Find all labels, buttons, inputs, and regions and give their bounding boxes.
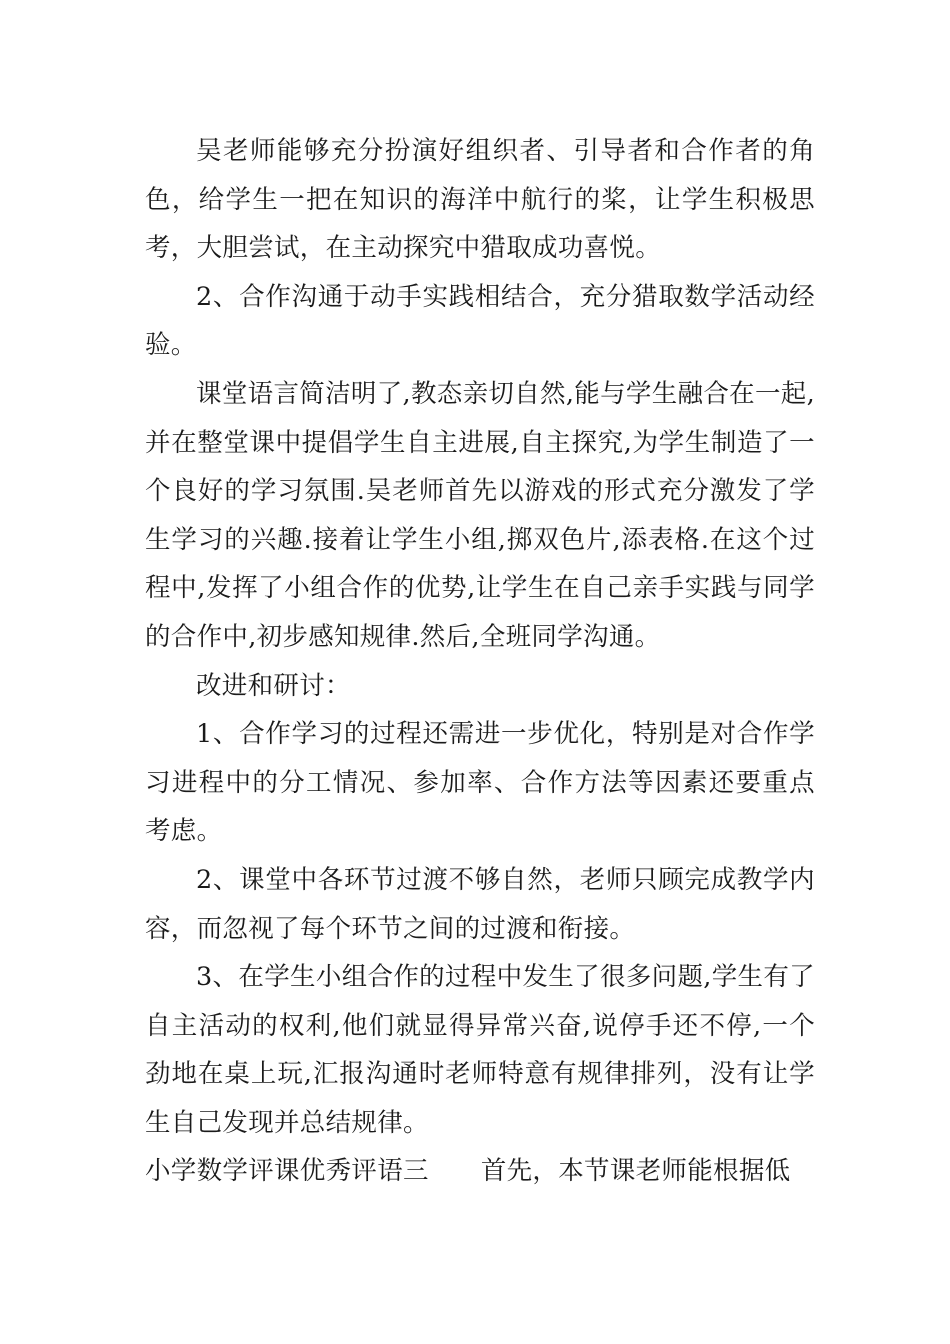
paragraph-improvement-2: 2、课堂中各环节过渡不够自然，老师只顾完成教学内容，而忽视了每个环节之间的过渡和衔接。 [145, 864, 815, 944]
section-continuation: 首先，本节课老师能根据低 [480, 1156, 791, 1187]
paragraph-section-three [145, 1147, 815, 1196]
paragraph-improvement-1: 1、合作学习的过程还需进一步优化，特别是对合作学习进程中的分工情况、参加率、合作方法等因素还要重点考虑。 [145, 719, 815, 847]
paragraph-role-of-teacher: 吴老师能够充分扮演好组织者、引导者和合作者的角色，给学生一把在知识的海洋中航行的桨，让学生积极思考，大胆尝试，在主动探究中猎取成功喜悦。 [145, 136, 815, 264]
document-body [145, 127, 815, 1196]
paragraph-point-2-cooperation: 2、合作沟通于动手实践相结合，充分猎取数学活动经验。 [145, 281, 815, 361]
paragraph-improvement-3: 3、在学生小组合作的过程中发生了很多问题,学生有了自主活动的权利,他们就显得异常兴奋,说停手还不停,一个劲地在桌上玩,汇报沟通时老师特意有规律排列，没有让学生自己发现并总结规律。 [145, 962, 815, 1138]
paragraph-classroom-language: 课堂语言简洁明了,教态亲切自然,能与学生融合在一起,并在整堂课中提倡学生自主进展,自主探究,为学生制造了一个良好的学习氛围.吴老师首先以游戏的形式充分激发了学生学习的兴趣.接着让学生小组,掷双色片,添表格.在这个过程中,发挥了小组合作的优势,让学生在自己亲手实践与同学的合作中,初步感知规律.然后,全班同学沟通。 [145, 378, 815, 652]
paragraph-improvement-heading: 改进和研讨： [196, 670, 351, 701]
section-heading: 小学数学评课优秀评语三 [145, 1156, 429, 1187]
